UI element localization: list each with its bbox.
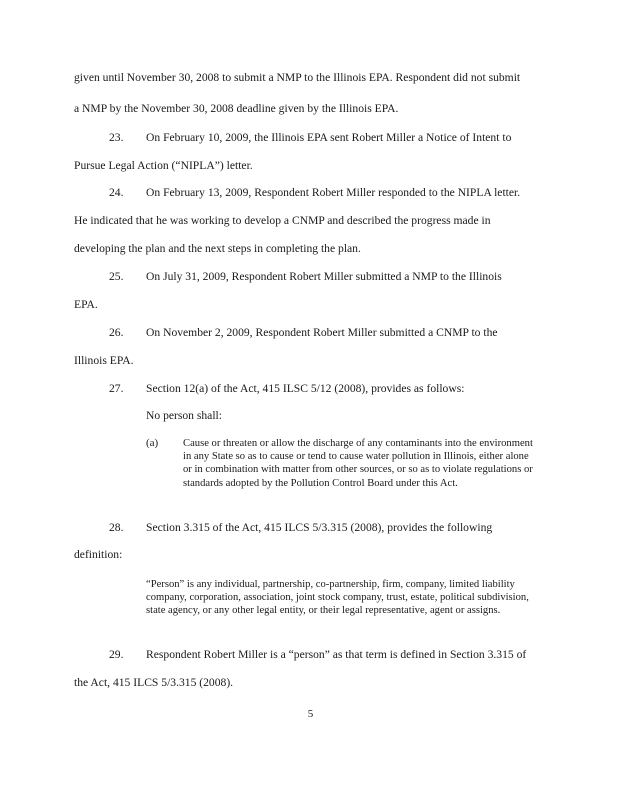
page-number: 5	[307, 708, 314, 720]
paragraph-25-line-2: EPA.	[74, 298, 98, 311]
paragraph-25-number: 25.	[109, 270, 124, 283]
paragraph-25-first-line: On July 31, 2009, Respondent Robert Miller submitted a NMP to the Illinois	[146, 270, 502, 283]
paragraph-28-number: 28.	[109, 521, 124, 534]
paragraph-23-first-line: On February 10, 2009, the Illinois EPA sent Robert Miller a Notice of Intent to	[146, 131, 512, 144]
paragraph-28-first-line: Section 3.315 of the Act, 415 ILCS 5/3.315 (2008), provides the following	[146, 521, 493, 534]
paragraph-27-first-line: Section 12(a) of the Act, 415 ILSC 5/12 (2008), provides as follows:	[146, 382, 465, 395]
paragraph-24-line-2: He indicated that he was working to develop a CNMP and described the progress made in	[74, 214, 491, 227]
paragraph-28-line-2: definition:	[74, 548, 123, 561]
paragraph-24-first-line: On February 13, 2009, Respondent Robert Miller responded to the NIPLA letter.	[146, 186, 521, 199]
paragraph-26-first-line: On November 2, 2009, Respondent Robert Miller submitted a CNMP to the	[146, 326, 498, 339]
paragraph-29-number: 29.	[109, 648, 124, 661]
paragraph-22-line-2: a NMP by the November 30, 2008 deadline given by the Illinois EPA.	[74, 102, 399, 115]
paragraph-29-line-2: the Act, 415 ILCS 5/3.315 (2008).	[74, 676, 234, 689]
paragraph-27-lead-in: No person shall:	[146, 409, 222, 422]
statute-quote-12a: Cause or threaten or allow the discharge of any contaminants into the environment in any State so as to cause or tend to cause water pollution in Illinois, either alone or in combination with matter from other sources, or so as to violate regulations or standards adopted by the Pollution Control Board under this Act.	[183, 438, 533, 489]
paragraph-27-number: 27.	[109, 382, 124, 395]
paragraph-26-number: 26.	[109, 326, 124, 339]
subsection-letter: (a)	[146, 437, 159, 449]
paragraph-26-line-2: Illinois EPA.	[74, 354, 134, 367]
paragraph-22-line-1: given until November 30, 2008 to submit a NMP to the Illinois EPA. Respondent did not submit	[74, 71, 521, 84]
statute-quote-person-definition: “Person” is any individual, partnership, co-partnership, firm, company, limited liability company, corporation, association, joint stock company, trust, estate, political subdivision, state agency, or any other legal entity, or their legal representative, agent or assigns.	[146, 579, 529, 617]
paragraph-23-line-2: Pursue Legal Action (“NIPLA”) letter.	[74, 159, 253, 172]
paragraph-24-line-3: developing the plan and the next steps in completing the plan.	[74, 242, 361, 255]
paragraph-29-first-line: Respondent Robert Miller is a “person” as that term is defined in Section 3.315 of	[146, 648, 527, 661]
paragraph-24-number: 24.	[109, 186, 124, 199]
paragraph-23-number: 23.	[109, 131, 124, 144]
